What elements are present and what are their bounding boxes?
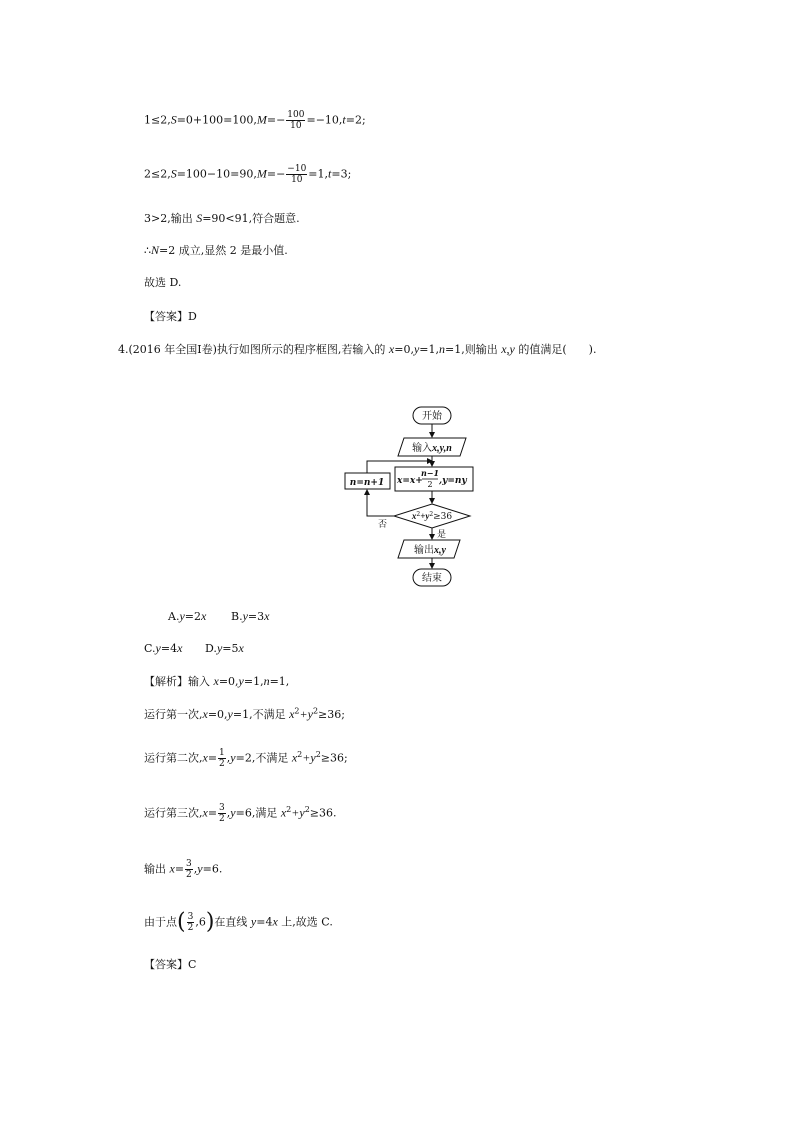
loop-label: n=n+1 (349, 478, 385, 488)
input-label: 输入x,y,n (412, 443, 452, 454)
assign-suffix: ,y=ny (439, 476, 467, 486)
analysis-run-3: 运行第三次,x= $\frac{3}{2}$ ,y=6,满足 $x^2+y^2\ge 36$. (144, 803, 337, 824)
fraction: $\frac{-10}{10}$ (287, 164, 307, 185)
analysis-run-2: 运行第二次,x= $\frac{1}{2}$ ,y=2,不满足 $x^2+y^2\ge 36$; (144, 748, 348, 769)
output-label: 输出x,y (414, 545, 446, 556)
analysis-output: 输出 x= $\frac{3}{2}$ ,y=6. (144, 859, 223, 880)
fraction: $\frac{1}{2}$ (219, 748, 225, 769)
question-4: 4.(2016 年全国Ⅰ卷)执行如图所示的程序框图,若输入的 x=0,y=1,n=1,则输出 x,y 的值满足( ). (118, 342, 597, 356)
program-flowchart (340, 403, 480, 589)
decision-label: $x^2+y^2\ge 36$ (411, 511, 453, 522)
solution-step-3: 3>2,输出 S=90<91,符合题意. (144, 211, 300, 225)
analysis-conclusion: 由于点( $\frac{3}{2}$ ,6)在直线 y=4x 上,故选 C. (144, 909, 333, 935)
solution-choice: 故选 D. (144, 276, 182, 289)
fraction: $\frac{3}{2}$ (219, 803, 225, 824)
assign-numerator: n−1 (420, 468, 440, 478)
solution-conclusion: ∴N=2 成立,显然 2 是最小值. (144, 243, 288, 257)
assign-denominator: 2 (427, 480, 433, 489)
solution-step-2: 2≤2,S=100−10=90,M=− $\frac{-10}{10}$ =1,t=3; (144, 164, 352, 185)
option-B: B.y=3x (231, 609, 270, 623)
answer-prev: 【答案】D (144, 310, 197, 323)
analysis-run-1: 运行第一次,x=0,y=1,不满足 $x^2+y^2\ge 36$; (144, 706, 345, 721)
start-label: 开始 (422, 411, 442, 422)
option-D: D.y=5x (205, 641, 244, 655)
fraction: $\frac{100}{10}$ (287, 110, 305, 131)
arrow-no-branch (367, 490, 394, 516)
analysis-head: 【解析】输入 x=0,y=1,n=1, (144, 674, 290, 688)
yes-label: 是 (437, 530, 447, 540)
option-A: A.y=2x (168, 609, 207, 623)
end-label: 结束 (422, 573, 442, 584)
answer-4: 【答案】C (144, 958, 197, 971)
fraction: $\frac{3}{2}$ (186, 859, 192, 880)
solution-step-1: 1≤2,S=0+100=100,M=− $\frac{100}{10}$ =−10,t=2; (144, 110, 366, 131)
no-label: 否 (378, 520, 388, 530)
assign-prefix: x=x+ (397, 476, 423, 486)
fraction: $\frac{3}{2}$ (187, 912, 194, 933)
option-C: C.y=4x (144, 641, 183, 655)
